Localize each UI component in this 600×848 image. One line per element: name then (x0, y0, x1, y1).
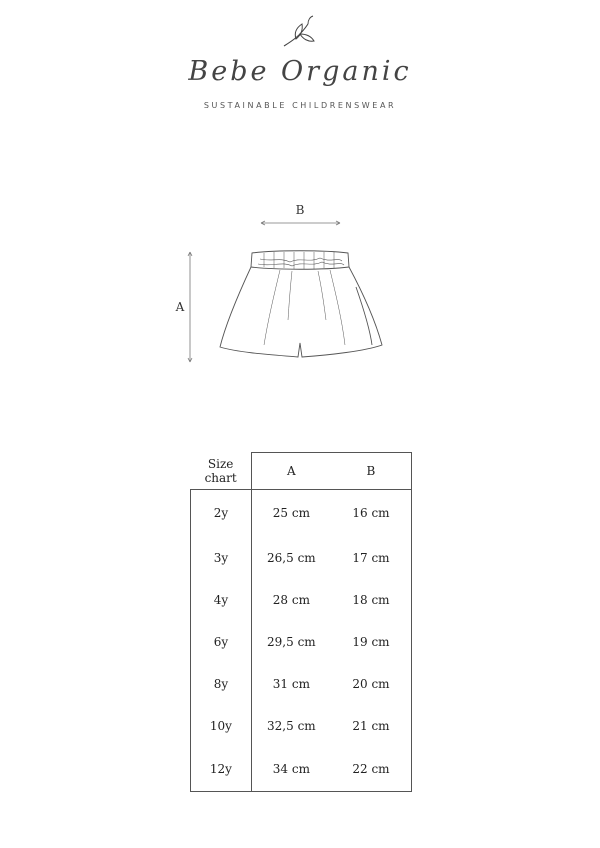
dimension-label-a: A (175, 300, 185, 314)
dimension-label-b: B (295, 203, 305, 217)
cell-size: 2y (191, 490, 252, 537)
header-b: B (331, 453, 412, 490)
cell-a: 32,5 cm (267, 718, 316, 733)
cell-size: 3y (191, 537, 252, 579)
cell-size: 8y (191, 663, 252, 705)
cell-a: 25 cm (251, 490, 331, 537)
brand-name: Bebe Organic (188, 56, 412, 87)
shorts-illustration (220, 251, 382, 357)
cell-a: 29,5 cm (267, 634, 316, 649)
shorts-diagram (160, 195, 440, 375)
dimension-arrow-a (188, 252, 192, 362)
cell-a: 28 cm (272, 592, 310, 607)
brand-tagline: SUSTAINABLE CHILDRENSWEAR (203, 101, 397, 110)
cell-b: 22 cm (331, 747, 412, 792)
dimension-arrow-b (261, 221, 340, 225)
table-row (191, 747, 412, 792)
table-row (191, 705, 412, 747)
cell-b: 19 cm (331, 621, 412, 663)
cell-size: 6y (191, 621, 252, 663)
table-row (191, 621, 412, 663)
cell-b: 21 cm (331, 705, 412, 747)
header-size-line2: chart (204, 470, 237, 485)
cell-a: 34 cm (251, 747, 331, 792)
table-row (191, 663, 412, 705)
cell-size: 4y (191, 579, 252, 621)
table-row (191, 537, 412, 579)
cell-b: 20 cm (331, 663, 412, 705)
table-row (191, 490, 412, 537)
leaf-icon (278, 14, 322, 50)
cell-size: 10y (191, 705, 252, 747)
table-header-row (191, 453, 412, 490)
header-a: A (251, 453, 331, 490)
cell-a: 31 cm (272, 676, 310, 691)
cell-b: 16 cm (331, 490, 412, 537)
cell-b: 17 cm (331, 537, 412, 579)
header-size-chart (191, 453, 252, 490)
cell-size: 12y (191, 747, 252, 792)
size-chart-table (190, 452, 412, 792)
header-size-line1: Size (207, 456, 234, 471)
cell-b: 18 cm (331, 579, 412, 621)
cell-a: 26,5 cm (267, 550, 316, 565)
table-row (191, 579, 412, 621)
